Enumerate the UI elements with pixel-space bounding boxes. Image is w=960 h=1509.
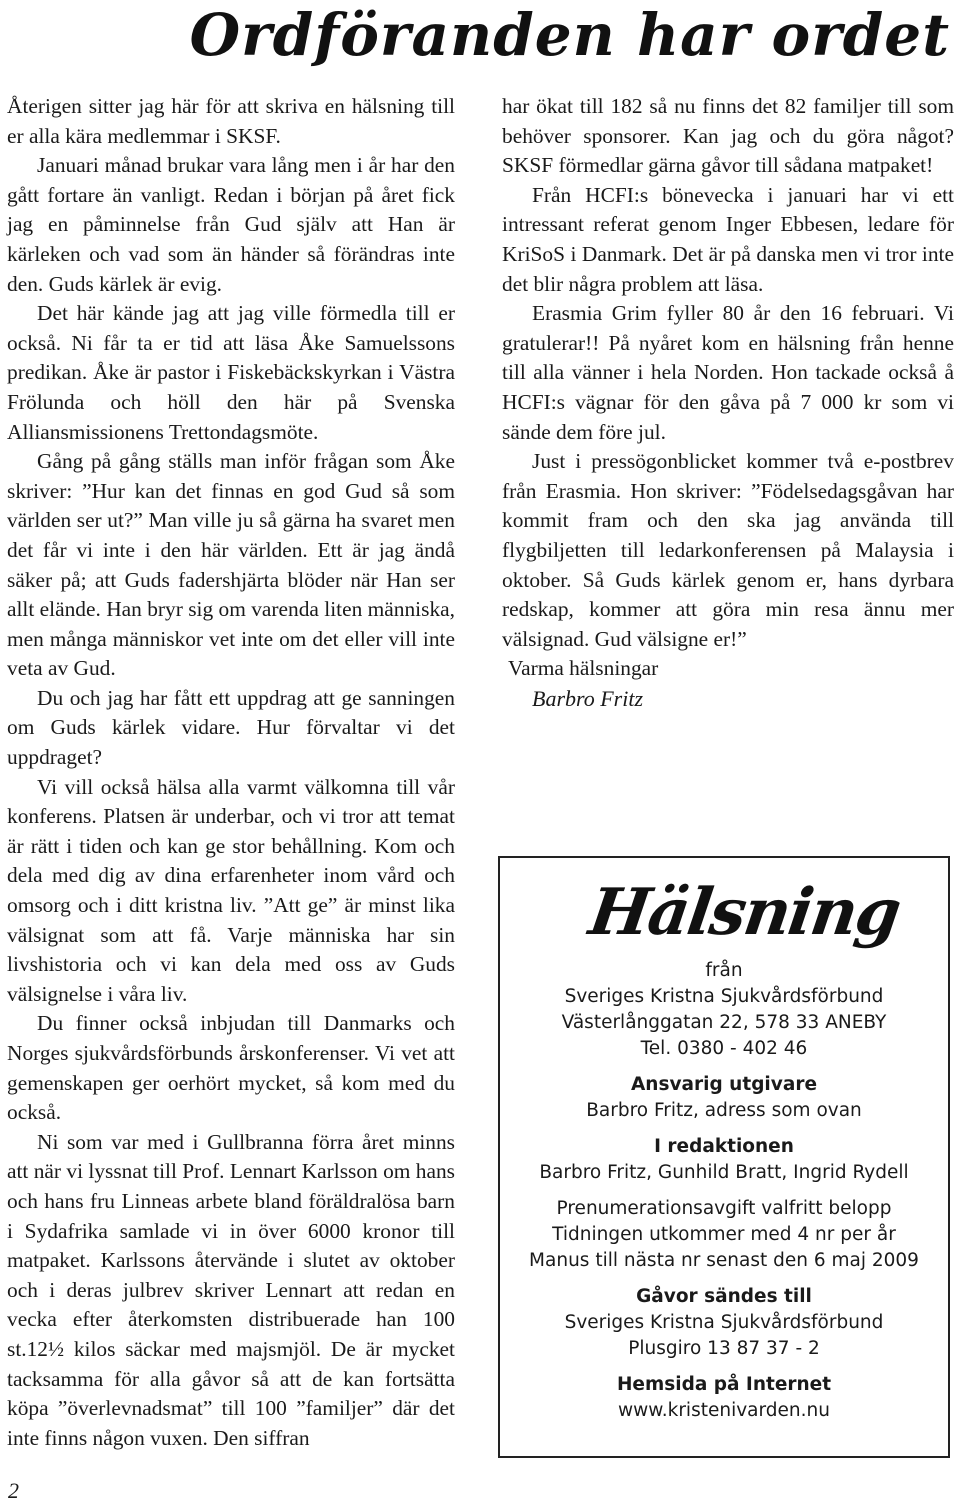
left-column: [7, 92, 455, 1453]
box-title: Hälsning: [584, 875, 904, 950]
paragraph: Du och jag har fått ett uppdrag att ge sanningen om Guds kärlek vidare. Hur förvaltar vi det uppdraget?: [7, 685, 455, 770]
signature: Barbro Fritz: [532, 685, 644, 711]
paragraph: Gång på gång ställs man inför frågan som Åke skriver: ”Hur kan det finnas en god Gud så som världen ser ut?” Man ville ju så gärna ha svaret men det får vi inte i den här världen. Ett är jag ändå säker på; att Guds fadershjärta blöder när Han ser allt elände. Han bryr sig om varenda liten människa, men många människor vet inte om det eller vill inte veta av Gud.: [7, 449, 455, 681]
editorial-heading: I redaktionen: [654, 1136, 794, 1157]
paragraph: Återigen sitter jag här för att skriva en hälsning till er alla kära medlemmar i SKSF.: [7, 94, 455, 148]
masthead-info: [500, 958, 948, 1424]
deadline-info: Manus till nästa nr senast den 6 maj 2009: [529, 1250, 919, 1271]
editorial: Barbro Fritz, Gunhild Bratt, Ingrid Rydell: [539, 1162, 909, 1183]
paragraph: Erasmia Grim fyller 80 år den 16 februari. Vi gratulerar!! På nyåret kom en hälsning från henne till alla vänner i hela Norden. Hon tackade också å HCFI:s vägnar för den gåva på 7 000 kr som vi sände dem före jul.: [502, 301, 954, 444]
greeting: Varma hälsningar: [508, 656, 659, 681]
website-url: www.kristenivarden.nu: [618, 1400, 830, 1421]
paragraph: har ökat till 182 så nu finns det 82 familjer till som behöver sponsorer. Kan jag och du göra något? SKSF förmedlar gärna gåvor till sådana matpaket!: [502, 94, 954, 178]
frequency-info: Tidningen utkommer med 4 nr per år: [552, 1224, 896, 1245]
masthead-box: [498, 856, 950, 1458]
publisher: Barbro Fritz, adress som ovan: [586, 1100, 862, 1121]
org-address: Västerlånggatan 22, 578 33 ANEBY: [561, 1012, 887, 1033]
gifts-org: Sveriges Kristna Sjukvårdsförbund: [564, 1312, 884, 1333]
publisher-heading: Ansvarig utgivare: [630, 1074, 817, 1095]
page-number: 2: [8, 1478, 19, 1503]
gifts-heading: Gåvor sändes till: [636, 1286, 812, 1307]
paragraph: Januari månad brukar vara lång men i år har den gått fortare än vanligt. Redan i början på året fick jag en påminnelse från Gud själv att Han är kärleken och vad som än händer så förändras inte den. Guds kärlek är evig.: [7, 153, 455, 296]
web-heading: Hemsida på Internet: [616, 1374, 832, 1395]
subscription-info: Prenumerationsavgift valfritt belopp: [556, 1198, 892, 1219]
paragraph: Vi vill också hälsa alla varmt välkomna till vår konferens. Platsen är underbar, och vi tror att temat är rätt i tiden och kan ge stor behållning. Kom och dela med dig av dina erfarenheter inom vård och omsorg och i ditt kristna liv. ”Att ge” är minst lika välsignat som att få. Varje människa har sin livshistoria och vi kan dela med oss av Guds välsignelse i våra liv.: [7, 774, 455, 1006]
paragraph: Från HCFI:s bönevecka i januari har vi ett intressant referat genom Inger Ebbesen, ledare för KriSoS i Danmark. Det är på danska men vi tror inte det blir några problem att läsa.: [502, 182, 954, 296]
paragraph: Det här kände jag att jag ville förmedla till er också. Ni får ta er tid att läsa Åke Samuelssons predikan. Åke är pastor i Fiskebäckskyrkan i Västra Frölunda och höll den här på Svenska Alliansmissionens Trettondagsmöte.: [7, 301, 455, 444]
org-name: Sveriges Kristna Sjukvårdsförbund: [564, 986, 884, 1007]
giro-number: Plusgiro 13 87 37 - 2: [628, 1338, 820, 1359]
paragraph: Ni som var med i Gullbranna förra året minns att när vi lyssnat till Prof. Lennart Karlsson om hans och hans fru Linneas arbete bland föräldralösa barn i Sydafrika samlade vi in över 6000 kronor till matpaket. Karlssons återvände i slutet av oktober och i deras julbrev skriver Lennart att redan en vecka efter återkomsten distribuerade han 100 st.12½ kilos säckar med majsmjöl. De är mycket tacksamma för alla gåvor så att de kan fortsätta köpa ”överlevnadsmat” till 100 ”familjer” där det inte finns någon vuxen. Den siffran: [7, 1129, 455, 1450]
paragraph: Du finner också inbjudan till Danmarks och Norges sjukvårdsförbunds årskonferenser. Vi vet att gemenskapen ger oerhört mycket, så kom med du också.: [7, 1011, 455, 1125]
org-phone: Tel. 0380 - 402 46: [640, 1038, 808, 1059]
from-label: från: [705, 960, 743, 981]
right-column: [502, 92, 954, 713]
paragraph: Just i pressögonblicket kommer två e-postbrev från Erasmia. Hon skriver: ”Födelsedagsgåvan har kommit fram och den ska jag använda till flygbiljetten till ledarkonferensen på Malaysia i oktober. Så Guds kärlek genom er, hans dyrbara redskap, kommer att göra min resa ännu mer välsignad. Gud välsigne er!”: [502, 449, 954, 651]
page-title: Ordföranden har ordet: [189, 1, 950, 69]
